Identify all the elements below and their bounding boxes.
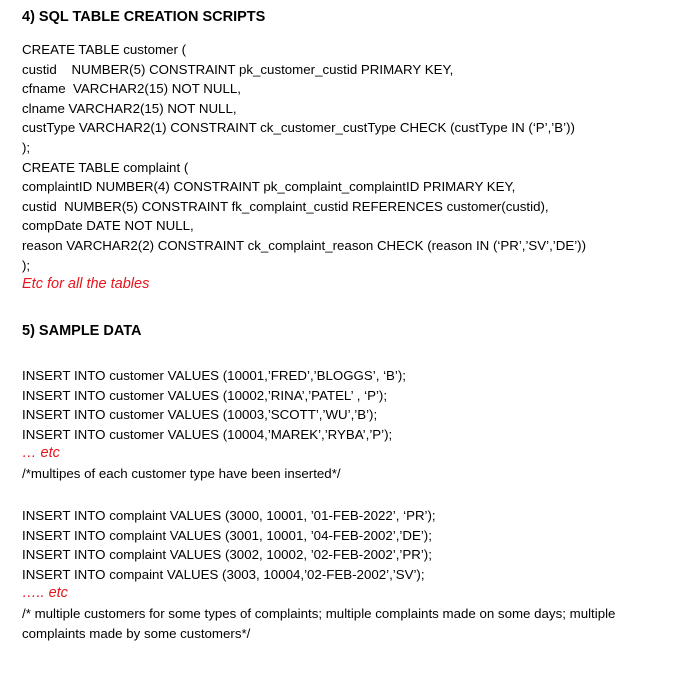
etc-note: … etc	[22, 445, 60, 462]
insert-line: INSERT INTO complaint VALUES (3002, 10002, ’02-FEB-2002’,’PR’);	[22, 547, 432, 563]
insert-line: INSERT INTO customer VALUES (10001,’FRED’,’BLOGGS’, ‘B’);	[22, 368, 406, 383]
sql-creation-scripts	[22, 40, 586, 295]
sql-line: custid NUMBER(5) CONSTRAINT fk_complaint_custid REFERENCES customer(custid),	[22, 198, 549, 214]
insert-line: INSERT INTO customer VALUES (10003,’SCOTT’,’WU’,’B’);	[22, 407, 378, 423]
sql-line: );	[22, 139, 31, 155]
sql-line: custType VARCHAR2(1) CONSTRAINT ck_customer_custType CHECK (custType IN (‘P’,’B’))	[22, 120, 575, 136]
etc-note: Etc for all the tables	[22, 276, 150, 293]
insert-line: INSERT INTO complaint VALUES (3001, 10001, ’04-FEB-2002’,’DE’);	[22, 527, 432, 543]
section-5-heading: 5) SAMPLE DATA	[22, 323, 142, 339]
sql-line: clname VARCHAR2(15) NOT NULL,	[22, 100, 237, 116]
insert-line: INSERT INTO compaint VALUES (3003, 10004,’02-FEB-2002’,’SV’);	[22, 566, 425, 582]
insert-line: INSERT INTO complaint VALUES (3000, 10001, ’01-FEB-2022’, ‘PR’);	[22, 508, 436, 523]
sql-line: CREATE TABLE complaint (	[22, 159, 189, 175]
sql-line: reason VARCHAR2(2) CONSTRAINT ck_complaint_reason CHECK (reason IN (‘PR’,’SV’,’DE’))	[22, 237, 587, 253]
insert-line: INSERT INTO customer VALUES (10002,’RINA’,’PATEL’ , ‘P’);	[22, 387, 388, 403]
insert-line: INSERT INTO customer VALUES (10004,’MAREK’,’RYBA’,’P’);	[22, 426, 393, 442]
sql-line: cfname VARCHAR2(15) NOT NULL,	[22, 81, 241, 97]
sql-line: custid NUMBER(5) CONSTRAINT pk_customer_custid PRIMARY KEY,	[22, 61, 454, 77]
sql-line: compDate DATE NOT NULL,	[22, 218, 194, 234]
sql-line: complaintID NUMBER(4) CONSTRAINT pk_complaint_complaintID PRIMARY KEY,	[22, 179, 516, 195]
sql-line: );	[22, 257, 31, 273]
comment-line: /*multipes of each customer type have been inserted*/	[22, 465, 341, 481]
section-4-heading: 4) SQL TABLE CREATION SCRIPTS	[22, 9, 266, 25]
customer-inserts	[22, 366, 406, 484]
sql-line: CREATE TABLE customer (	[22, 42, 187, 57]
complaint-inserts	[22, 506, 662, 643]
comment-line: /* multiple customers for some types of complaints; multiple complaints made on some days; multiple complaints made by some customers*/	[22, 605, 616, 641]
etc-note: ….. etc	[22, 585, 68, 602]
